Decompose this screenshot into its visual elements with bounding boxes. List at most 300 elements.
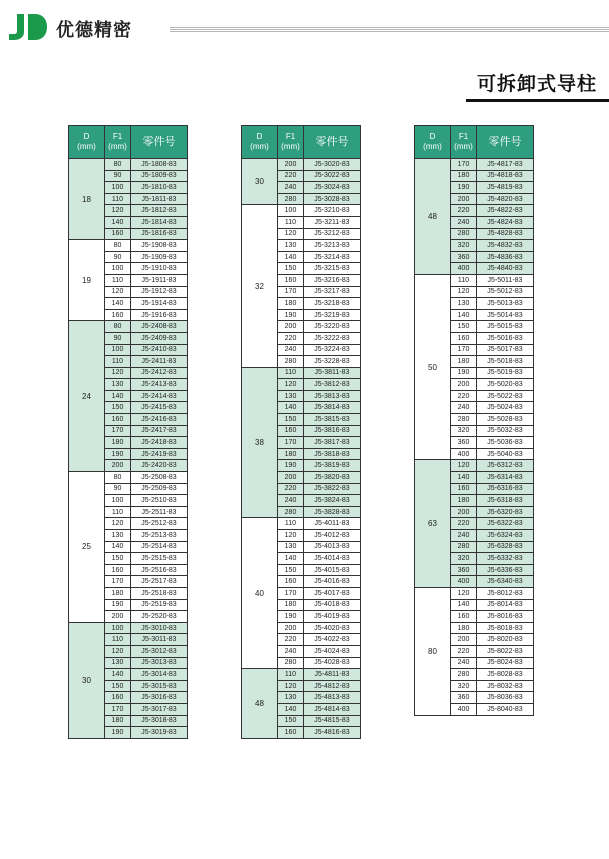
header-d-label: D [429, 132, 436, 141]
f1-cell: 100 [105, 622, 131, 634]
f1-cell: 240 [451, 530, 477, 542]
f1-cell: 130 [105, 379, 131, 391]
table-row [69, 240, 188, 252]
f1-cell: 160 [278, 727, 304, 739]
part-number-cell: J5-6314-83 [477, 472, 534, 484]
f1-cell: 150 [278, 414, 304, 426]
part-number-cell: J5-5022-83 [477, 390, 534, 402]
f1-cell: 280 [278, 506, 304, 518]
f1-cell: 140 [451, 472, 477, 484]
header-d [69, 126, 105, 159]
f1-cell: 110 [278, 216, 304, 228]
part-number-cell: J5-5014-83 [477, 309, 534, 321]
diameter-cell: 50 [415, 274, 451, 460]
part-number-cell: J5-1911-83 [131, 274, 188, 286]
f1-cell: 130 [278, 541, 304, 553]
diameter-cell: 18 [69, 159, 105, 240]
part-number-cell: J5-3212-83 [304, 228, 361, 240]
f1-cell: 280 [451, 669, 477, 681]
f1-cell: 110 [278, 669, 304, 681]
f1-cell: 180 [105, 587, 131, 599]
f1-cell: 220 [451, 518, 477, 530]
f1-cell: 90 [105, 332, 131, 344]
f1-cell: 170 [278, 587, 304, 599]
part-number-cell: J5-4836-83 [477, 251, 534, 263]
table-row [242, 518, 361, 530]
f1-cell: 190 [278, 611, 304, 623]
part-number-cell: J5-3822-83 [304, 483, 361, 495]
f1-cell: 220 [278, 170, 304, 182]
f1-cell: 170 [451, 344, 477, 356]
part-number-cell: J5-1810-83 [131, 182, 188, 194]
table-row [242, 159, 361, 171]
part-number-cell: J5-4811-83 [304, 669, 361, 681]
part-number-cell: J5-6336-83 [477, 564, 534, 576]
part-number-cell: J5-6316-83 [477, 483, 534, 495]
part-number-cell: J5-2512-83 [131, 518, 188, 530]
part-number-cell: J5-2416-83 [131, 414, 188, 426]
f1-cell: 220 [451, 205, 477, 217]
f1-cell: 170 [105, 425, 131, 437]
part-number-cell: J5-4832-83 [477, 240, 534, 252]
part-number-cell: J5-3217-83 [304, 286, 361, 298]
f1-cell: 170 [278, 286, 304, 298]
f1-cell: 400 [451, 576, 477, 588]
f1-cell: 240 [451, 402, 477, 414]
f1-cell: 400 [451, 448, 477, 460]
f1-cell: 280 [278, 193, 304, 205]
f1-cell: 180 [451, 622, 477, 634]
table-header-row [415, 126, 534, 159]
parts-table-body [242, 159, 361, 739]
f1-cell: 180 [105, 437, 131, 449]
part-number-cell: J5-8014-83 [477, 599, 534, 611]
part-number-cell: J5-4814-83 [304, 703, 361, 715]
part-number-cell: J5-5028-83 [477, 414, 534, 426]
part-number-cell: J5-5015-83 [477, 321, 534, 333]
header-f1 [105, 126, 131, 159]
part-number-cell: J5-4022-83 [304, 634, 361, 646]
part-number-cell: J5-6312-83 [477, 460, 534, 472]
part-number-cell: J5-1910-83 [131, 263, 188, 275]
part-number-cell: J5-3028-83 [304, 193, 361, 205]
header-part-number: 零件号 [131, 126, 188, 159]
f1-cell: 120 [105, 645, 131, 657]
f1-cell: 130 [278, 692, 304, 704]
diameter-cell: 25 [69, 472, 105, 623]
part-number-cell: J5-1808-83 [131, 159, 188, 171]
f1-cell: 160 [105, 309, 131, 321]
diameter-cell: 32 [242, 205, 278, 367]
f1-cell: 220 [451, 645, 477, 657]
part-number-cell: J5-2511-83 [131, 506, 188, 518]
f1-cell: 110 [278, 518, 304, 530]
part-number-cell: J5-3820-83 [304, 472, 361, 484]
f1-cell: 140 [105, 216, 131, 228]
part-number-cell: J5-5019-83 [477, 367, 534, 379]
part-number-cell: J5-4012-83 [304, 530, 361, 542]
part-number-cell: J5-3818-83 [304, 448, 361, 460]
table-row [415, 587, 534, 599]
f1-cell: 120 [278, 379, 304, 391]
part-number-cell: J5-3817-83 [304, 437, 361, 449]
parts-table-body [69, 159, 188, 739]
brand-name: 优德精密 [56, 20, 132, 40]
part-number-cell: J5-2514-83 [131, 541, 188, 553]
part-number-cell: J5-8012-83 [477, 587, 534, 599]
f1-cell: 280 [451, 541, 477, 553]
part-number-cell: J5-2515-83 [131, 553, 188, 565]
part-number-cell: J5-8028-83 [477, 669, 534, 681]
part-number-cell: J5-2409-83 [131, 332, 188, 344]
part-number-cell: J5-6324-83 [477, 530, 534, 542]
f1-cell: 180 [278, 298, 304, 310]
part-number-cell: J5-2516-83 [131, 564, 188, 576]
part-number-cell: J5-8024-83 [477, 657, 534, 669]
f1-cell: 80 [105, 321, 131, 333]
f1-cell: 120 [278, 530, 304, 542]
f1-cell: 100 [105, 263, 131, 275]
f1-cell: 100 [105, 344, 131, 356]
f1-cell: 150 [278, 564, 304, 576]
part-number-cell: J5-8032-83 [477, 680, 534, 692]
f1-cell: 170 [278, 437, 304, 449]
f1-cell: 180 [451, 495, 477, 507]
part-number-cell: J5-4822-83 [477, 205, 534, 217]
f1-cell: 200 [278, 622, 304, 634]
part-number-cell: J5-5013-83 [477, 298, 534, 310]
f1-cell: 160 [451, 332, 477, 344]
f1-cell: 80 [105, 472, 131, 484]
part-number-cell: J5-8036-83 [477, 692, 534, 704]
f1-cell: 320 [451, 680, 477, 692]
part-number-cell: J5-6320-83 [477, 506, 534, 518]
part-number-cell: J5-3216-83 [304, 274, 361, 286]
part-number-cell: J5-8020-83 [477, 634, 534, 646]
f1-cell: 130 [278, 240, 304, 252]
part-number-cell: J5-4014-83 [304, 553, 361, 565]
part-number-cell: J5-4011-83 [304, 518, 361, 530]
page-header [0, 0, 609, 50]
part-number-cell: J5-2415-83 [131, 402, 188, 414]
page-title: 可拆卸式导柱 [476, 74, 597, 95]
f1-cell: 140 [278, 553, 304, 565]
diameter-cell: 38 [242, 367, 278, 518]
f1-cell: 180 [105, 715, 131, 727]
table-row [69, 622, 188, 634]
f1-cell: 120 [278, 228, 304, 240]
part-number-cell: J5-1909-83 [131, 251, 188, 263]
header-rule [170, 27, 609, 33]
part-number-cell: J5-5040-83 [477, 448, 534, 460]
part-number-cell: J5-3815-83 [304, 414, 361, 426]
parts-table-3 [414, 125, 534, 716]
f1-cell: 220 [451, 390, 477, 402]
part-number-cell: J5-5016-83 [477, 332, 534, 344]
part-number-cell: J5-3218-83 [304, 298, 361, 310]
part-number-cell: J5-1809-83 [131, 170, 188, 182]
f1-cell: 320 [451, 553, 477, 565]
header-d-label: D [256, 132, 263, 141]
part-number-cell: J5-5017-83 [477, 344, 534, 356]
diameter-cell: 80 [415, 587, 451, 715]
part-number-cell: J5-6340-83 [477, 576, 534, 588]
f1-cell: 170 [105, 703, 131, 715]
f1-cell: 110 [105, 634, 131, 646]
f1-cell: 400 [451, 703, 477, 715]
part-number-cell: J5-3015-83 [131, 680, 188, 692]
f1-cell: 220 [278, 332, 304, 344]
f1-cell: 240 [278, 182, 304, 194]
f1-cell: 190 [451, 367, 477, 379]
diameter-cell: 30 [69, 622, 105, 738]
part-number-cell: J5-3211-83 [304, 216, 361, 228]
f1-cell: 160 [105, 564, 131, 576]
part-number-cell: J5-2414-83 [131, 390, 188, 402]
part-number-cell: J5-1814-83 [131, 216, 188, 228]
f1-cell: 140 [451, 599, 477, 611]
part-number-cell: J5-4815-83 [304, 715, 361, 727]
diameter-cell: 48 [415, 159, 451, 275]
f1-cell: 160 [105, 414, 131, 426]
f1-cell: 240 [278, 495, 304, 507]
f1-cell: 190 [278, 460, 304, 472]
header-f1-label: F1 [285, 132, 296, 141]
f1-cell: 110 [105, 274, 131, 286]
f1-cell: 120 [451, 460, 477, 472]
f1-cell: 140 [278, 251, 304, 263]
f1-cell: 240 [451, 657, 477, 669]
part-number-cell: J5-5018-83 [477, 356, 534, 368]
part-number-cell: J5-8040-83 [477, 703, 534, 715]
part-number-cell: J5-1908-83 [131, 240, 188, 252]
f1-cell: 180 [278, 448, 304, 460]
part-number-cell: J5-3214-83 [304, 251, 361, 263]
header-d [415, 126, 451, 159]
part-number-cell: J5-4824-83 [477, 216, 534, 228]
diameter-cell: 48 [242, 669, 278, 739]
f1-cell: 160 [105, 692, 131, 704]
f1-cell: 120 [105, 286, 131, 298]
f1-cell: 140 [105, 669, 131, 681]
part-number-cell: J5-2417-83 [131, 425, 188, 437]
diameter-cell: 30 [242, 159, 278, 205]
part-number-cell: J5-3222-83 [304, 332, 361, 344]
part-number-cell: J5-2519-83 [131, 599, 188, 611]
part-number-cell: J5-1812-83 [131, 205, 188, 217]
f1-cell: 110 [451, 274, 477, 286]
parts-table-1 [68, 125, 188, 739]
diameter-cell: 19 [69, 240, 105, 321]
part-number-cell: J5-2518-83 [131, 587, 188, 599]
part-number-cell: J5-4812-83 [304, 680, 361, 692]
part-number-cell: J5-2419-83 [131, 448, 188, 460]
f1-cell: 90 [105, 483, 131, 495]
part-number-cell: J5-8016-83 [477, 611, 534, 623]
part-number-cell: J5-6332-83 [477, 553, 534, 565]
part-number-cell: J5-2418-83 [131, 437, 188, 449]
part-number-cell: J5-8022-83 [477, 645, 534, 657]
f1-cell: 150 [278, 263, 304, 275]
f1-cell: 110 [105, 193, 131, 205]
header-part-number: 零件号 [304, 126, 361, 159]
f1-cell: 120 [105, 205, 131, 217]
f1-cell: 320 [451, 240, 477, 252]
header-d-unit: (mm) [423, 142, 442, 151]
f1-cell: 190 [105, 448, 131, 460]
part-number-cell: J5-3824-83 [304, 495, 361, 507]
part-number-cell: J5-3811-83 [304, 367, 361, 379]
part-number-cell: J5-2410-83 [131, 344, 188, 356]
part-number-cell: J5-3014-83 [131, 669, 188, 681]
header-d [242, 126, 278, 159]
part-number-cell: J5-8018-83 [477, 622, 534, 634]
header-f1-label: F1 [458, 132, 469, 141]
f1-cell: 200 [278, 472, 304, 484]
part-number-cell: J5-4019-83 [304, 611, 361, 623]
f1-cell: 200 [278, 159, 304, 171]
part-number-cell: J5-5036-83 [477, 437, 534, 449]
part-number-cell: J5-4020-83 [304, 622, 361, 634]
part-number-cell: J5-2508-83 [131, 472, 188, 484]
f1-cell: 160 [278, 576, 304, 588]
part-number-cell: J5-3012-83 [131, 645, 188, 657]
part-number-cell: J5-3017-83 [131, 703, 188, 715]
part-number-cell: J5-2509-83 [131, 483, 188, 495]
part-number-cell: J5-3011-83 [131, 634, 188, 646]
part-number-cell: J5-4016-83 [304, 576, 361, 588]
part-number-cell: J5-3019-83 [131, 727, 188, 739]
part-number-cell: J5-4813-83 [304, 692, 361, 704]
part-number-cell: J5-3024-83 [304, 182, 361, 194]
f1-cell: 180 [451, 356, 477, 368]
f1-cell: 140 [105, 298, 131, 310]
f1-cell: 120 [105, 518, 131, 530]
parts-table-2 [241, 125, 361, 739]
part-number-cell: J5-3210-83 [304, 205, 361, 217]
f1-cell: 280 [451, 414, 477, 426]
part-number-cell: J5-4828-83 [477, 228, 534, 240]
part-number-cell: J5-2408-83 [131, 321, 188, 333]
f1-cell: 280 [278, 356, 304, 368]
part-number-cell: J5-5032-83 [477, 425, 534, 437]
part-number-cell: J5-3812-83 [304, 379, 361, 391]
part-number-cell: J5-5020-83 [477, 379, 534, 391]
part-number-cell: J5-2517-83 [131, 576, 188, 588]
part-number-cell: J5-2413-83 [131, 379, 188, 391]
f1-cell: 190 [451, 182, 477, 194]
f1-cell: 150 [451, 321, 477, 333]
f1-cell: 320 [451, 425, 477, 437]
part-number-cell: J5-4017-83 [304, 587, 361, 599]
f1-cell: 140 [278, 402, 304, 414]
part-number-cell: J5-4013-83 [304, 541, 361, 553]
part-number-cell: J5-2412-83 [131, 367, 188, 379]
f1-cell: 150 [105, 680, 131, 692]
part-number-cell: J5-3828-83 [304, 506, 361, 518]
f1-cell: 180 [278, 599, 304, 611]
header-f1-unit: (mm) [454, 142, 473, 151]
part-number-cell: J5-3813-83 [304, 390, 361, 402]
f1-cell: 90 [105, 170, 131, 182]
f1-cell: 160 [278, 274, 304, 286]
f1-cell: 200 [278, 321, 304, 333]
part-number-cell: J5-2513-83 [131, 530, 188, 542]
f1-cell: 160 [451, 483, 477, 495]
f1-cell: 120 [451, 286, 477, 298]
part-number-cell: J5-1816-83 [131, 228, 188, 240]
f1-cell: 360 [451, 564, 477, 576]
f1-cell: 360 [451, 251, 477, 263]
f1-cell: 170 [105, 576, 131, 588]
header-f1-unit: (mm) [281, 142, 300, 151]
f1-cell: 130 [105, 657, 131, 669]
header-f1 [451, 126, 477, 159]
f1-cell: 170 [451, 159, 477, 171]
part-number-cell: J5-5011-83 [477, 274, 534, 286]
title-underline [466, 99, 609, 102]
diameter-cell: 40 [242, 518, 278, 669]
f1-cell: 150 [105, 402, 131, 414]
header-f1-unit: (mm) [108, 142, 127, 151]
f1-cell: 220 [278, 483, 304, 495]
f1-cell: 200 [451, 379, 477, 391]
f1-cell: 360 [451, 692, 477, 704]
part-number-cell: J5-4818-83 [477, 170, 534, 182]
table-row [69, 472, 188, 484]
f1-cell: 280 [278, 657, 304, 669]
table-row [415, 274, 534, 286]
f1-cell: 200 [451, 193, 477, 205]
header-part-number: 零件号 [477, 126, 534, 159]
jd-logo-icon [8, 14, 48, 40]
diameter-cell: 63 [415, 460, 451, 588]
f1-cell: 360 [451, 437, 477, 449]
f1-cell: 130 [278, 390, 304, 402]
f1-cell: 240 [278, 645, 304, 657]
f1-cell: 200 [105, 460, 131, 472]
part-number-cell: J5-2510-83 [131, 495, 188, 507]
f1-cell: 240 [278, 344, 304, 356]
part-number-cell: J5-4820-83 [477, 193, 534, 205]
f1-cell: 220 [278, 634, 304, 646]
f1-cell: 160 [451, 611, 477, 623]
f1-cell: 140 [105, 541, 131, 553]
f1-cell: 240 [451, 216, 477, 228]
diameter-cell: 24 [69, 321, 105, 472]
part-number-cell: J5-4816-83 [304, 727, 361, 739]
parts-table-body [415, 159, 534, 716]
table-row [242, 205, 361, 217]
f1-cell: 150 [278, 715, 304, 727]
f1-cell: 80 [105, 240, 131, 252]
header-f1 [278, 126, 304, 159]
f1-cell: 100 [105, 182, 131, 194]
part-number-cell: J5-5012-83 [477, 286, 534, 298]
part-number-cell: J5-6322-83 [477, 518, 534, 530]
part-number-cell: J5-1916-83 [131, 309, 188, 321]
part-number-cell: J5-3219-83 [304, 309, 361, 321]
part-number-cell: J5-3020-83 [304, 159, 361, 171]
part-number-cell: J5-2520-83 [131, 611, 188, 623]
f1-cell: 130 [105, 530, 131, 542]
f1-cell: 130 [451, 298, 477, 310]
part-number-cell: J5-4018-83 [304, 599, 361, 611]
f1-cell: 150 [105, 553, 131, 565]
table-row [69, 159, 188, 171]
f1-cell: 100 [278, 205, 304, 217]
part-number-cell: J5-3224-83 [304, 344, 361, 356]
